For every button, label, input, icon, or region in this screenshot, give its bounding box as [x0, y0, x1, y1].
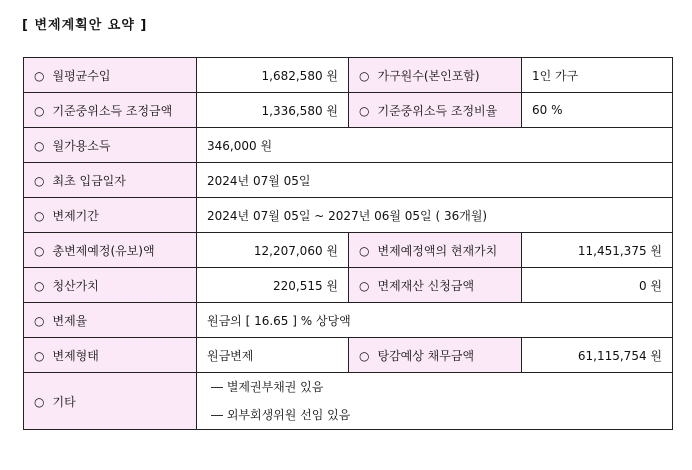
circle-bullet-icon: ○	[359, 103, 370, 118]
label-cell	[24, 268, 197, 303]
label-expected-forgiven-debt: 탕감예상 채무금액	[377, 348, 475, 363]
page-title: [ 변제계획안 요약 ]	[22, 18, 148, 33]
value-first-payment-date: 2024년 07월 05일	[197, 163, 673, 198]
other-note-secured-claims: ― 별제권부채권 있음	[211, 380, 324, 394]
label-cell	[24, 303, 197, 338]
other-note-external-trustee: ― 외부회생위원 선임 있음	[211, 408, 351, 422]
circle-bullet-icon: ○	[359, 243, 370, 258]
table-row	[24, 373, 673, 430]
value-liquidation-value: 220,515 원	[197, 268, 349, 303]
table-row	[24, 303, 673, 338]
circle-bullet-icon: ○	[34, 173, 45, 188]
value-total-repayment: 12,207,060 원	[197, 233, 349, 268]
circle-bullet-icon: ○	[34, 138, 45, 153]
table-row	[24, 163, 673, 198]
table-row	[24, 338, 673, 373]
value-adjusted-amount: 1,336,580 원	[197, 93, 349, 128]
label-cell	[349, 58, 522, 93]
label-cell	[24, 373, 197, 430]
label-cell	[349, 93, 522, 128]
circle-bullet-icon: ○	[34, 68, 45, 83]
label-first-payment-date: 최초 입금일자	[52, 173, 126, 188]
label-monthly-income: 월평균수입	[52, 68, 111, 83]
label-other: 기타	[52, 394, 76, 409]
summary-table	[23, 57, 673, 430]
label-cell	[349, 233, 522, 268]
table-row	[24, 58, 673, 93]
table-row	[24, 93, 673, 128]
circle-bullet-icon: ○	[359, 278, 370, 293]
label-adjusted-ratio: 기준중위소득 조정비율	[377, 103, 498, 118]
value-repayment-rate: 원금의 [ 16.65 ] % 상당액	[197, 303, 673, 338]
label-cell	[349, 338, 522, 373]
label-cell	[24, 233, 197, 268]
circle-bullet-icon: ○	[34, 348, 45, 363]
label-cell	[24, 338, 197, 373]
circle-bullet-icon: ○	[359, 348, 370, 363]
label-present-value: 변제예정액의 현재가치	[377, 243, 498, 258]
table-row	[24, 233, 673, 268]
circle-bullet-icon: ○	[34, 394, 45, 409]
value-adjusted-ratio: 60 %	[522, 93, 673, 128]
value-repayment-type: 원금변제	[197, 338, 349, 373]
value-household-size: 1인 가구	[522, 58, 673, 93]
label-adjusted-amount: 기준중위소득 조정금액	[52, 103, 173, 118]
label-repayment-rate: 변제율	[52, 313, 88, 328]
table-row	[24, 268, 673, 303]
label-disposable-income: 월가용소득	[52, 138, 111, 153]
label-cell	[24, 93, 197, 128]
label-household-size: 가구원수(본인포함)	[377, 68, 480, 83]
circle-bullet-icon: ○	[34, 278, 45, 293]
label-cell	[24, 58, 197, 93]
value-other	[197, 373, 673, 430]
label-total-repayment: 총변제예정(유보)액	[52, 243, 155, 258]
table-row	[24, 198, 673, 233]
label-liquidation-value: 청산가치	[52, 278, 99, 293]
circle-bullet-icon: ○	[34, 243, 45, 258]
table-row	[24, 128, 673, 163]
value-monthly-income: 1,682,580 원	[197, 58, 349, 93]
label-repayment-period: 변제기간	[52, 208, 99, 223]
label-repayment-type: 변제형태	[52, 348, 99, 363]
circle-bullet-icon: ○	[34, 208, 45, 223]
circle-bullet-icon: ○	[359, 68, 370, 83]
circle-bullet-icon: ○	[34, 103, 45, 118]
value-disposable-income: 346,000 원	[197, 128, 673, 163]
value-expected-forgiven-debt: 61,115,754 원	[522, 338, 673, 373]
value-present-value: 11,451,375 원	[522, 233, 673, 268]
label-cell	[24, 163, 197, 198]
label-cell	[24, 198, 197, 233]
value-repayment-period: 2024년 07월 05일 ~ 2027년 06월 05일 ( 36개월)	[197, 198, 673, 233]
label-exempt-property: 면제재산 신청금액	[377, 278, 475, 293]
label-cell	[349, 268, 522, 303]
circle-bullet-icon: ○	[34, 313, 45, 328]
label-cell	[24, 128, 197, 163]
value-exempt-property: 0 원	[522, 268, 673, 303]
